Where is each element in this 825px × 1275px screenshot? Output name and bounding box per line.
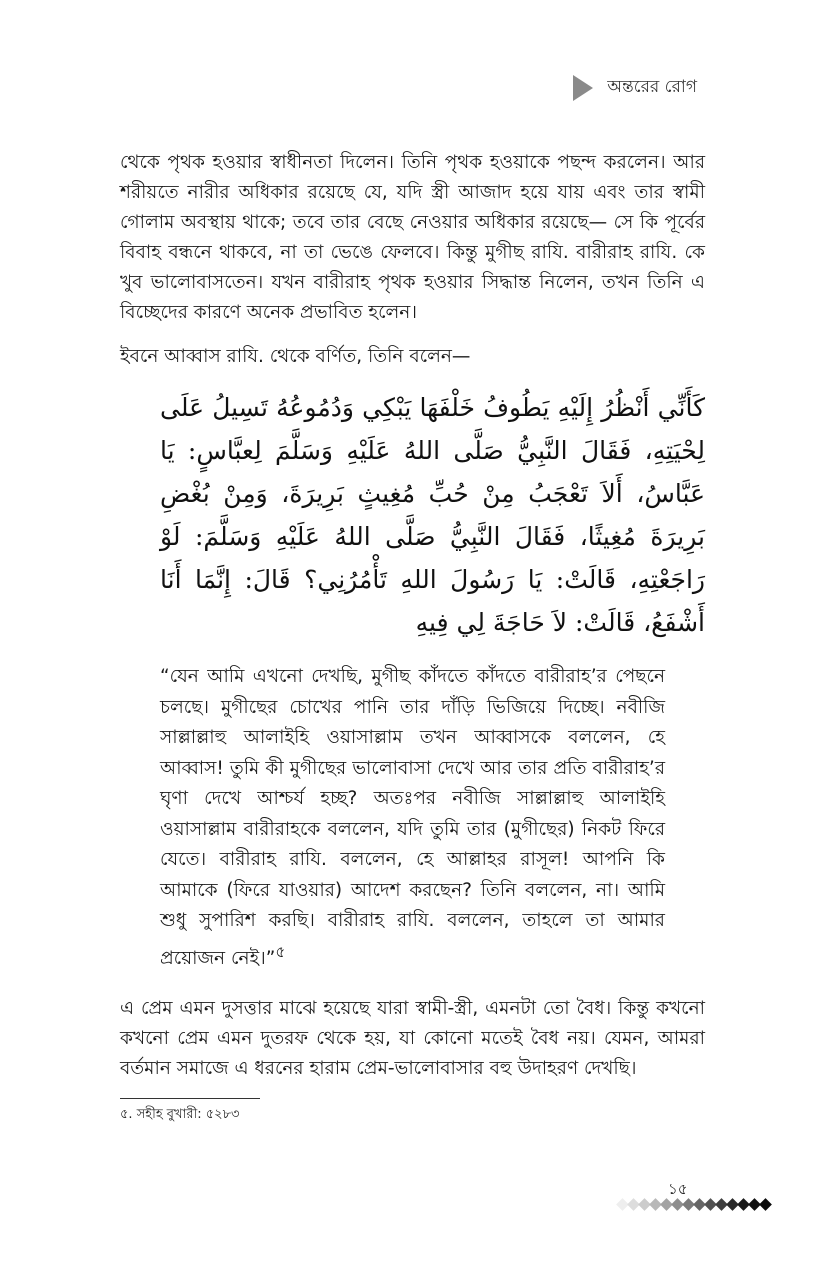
paragraph-1: থেকে পৃথক হওয়ার স্বাধীনতা দিলেন। তিনি পৃথক হওয়াকে পছন্দ করলেন। আর শরীয়তে নারীর অধিকার রয়েছে যে, যদি স্ত্রী আজাদ হয়ে যায় এবং তার স্বামী গোলাম অবস্থায় থাকে; তবে তার বেছে নেওয়ার অধিকার রয়েছে— সে কি পূর্বের বিবাহ বন্ধনে থাকবে, না তা ভেঙে ফেলবে। কিন্তু মুগীছ রাযি. বারীরাহ রাযি. কে খুব ভালোবাসতেন। যখন বারীরাহ পৃথক হওয়ার সিদ্ধান্ত নিলেন, তখন তিনি এ বিচ্ছেদের কারণে অনেক প্রভাবিত হলেন। [120,152,705,323]
translation-text: “যেন আমি এখনো দেখছি, মুগীছ কাঁদতে কাঁদতে বারীরাহ’র পেছনে চলছে। মুগীছের চোখের পানি তার দাঁড়ি ভিজিয়ে দিচ্ছে। নবীজি সাল্লাল্লাহু আলাইহি ওয়াসাল্লাম তখন আব্বাসকে বললেন, হে আব্বাস! তুমি কী মুগীছের ভালোবাসা দেখে আর তার প্রতি বারীরাহ’র ঘৃণা দেখে আশ্চর্য হচ্ছ? অতঃপর নবীজি সাল্লাল্লাহু আলাইহি ওয়াসাল্লাম বারীরাহকে বললেন, যদি তুমি তার (মুগীছের) নিকট ফিরে যেতে। বারীরাহ রাযি. বললেন, হে আল্লাহর রাসূল! আপনি কি আমাকে (ফিরে যাওয়ার) আদেশ করছেন? তিনি বললেন, না। আমি শুধু সুপারিশ করছি। বারীরাহ রাযি. বললেন, তাহলে তা আমার প্রয়োজন নেই।” [160,666,665,969]
triangle-marker-icon [573,75,593,101]
header-title: অন্তরের রোগ [607,77,697,97]
diamond-ornament-icon [759,1198,772,1211]
page-number: ১৫ [668,1180,688,1198]
hadith-translation [160,662,665,974]
footnote-divider [120,1098,260,1099]
arabic-hadith: كَأَنِّي أَنْظُرُ إِلَيْهِ يَطُوفُ خَلْفَهَا يَبْكِي وَدُمُوعُهُ تَسِيلُ عَلَى لِحْيَتِهِ، فَقَالَ النَّبِيُّ صَلَّى اللهُ عَلَيْهِ وَسَلَّمَ لِعبَّاسٍ: يَا عَبَّاسُ، أَلاَ تَعْجَبُ مِنْ حُبِّ مُغِيثٍ بَرِيرَةَ، وَمِنْ بُغْضِ بَرِيرَةَ مُغِيثًا، فَقَالَ النَّبِيُّ صَلَّى اللهُ عَلَيْهِ وَسَلَّمَ: لَوْ رَاجَعْتِهِ، قَالَتْ: يَا رَسُولَ اللهِ تَأْمُرُنِي؟ قَالَ: إِنَّمَا أَنَا أَشْفَعُ، قَالَتْ: لاَ حَاجَةَ لِي فِيهِ [160,393,705,637]
hadith-intro: ইবনে আব্বাস রাযি. থেকে বর্ণিত, তিনি বলেন— [120,346,471,367]
decorative-diamond-strip [618,1200,770,1209]
paragraph-2: এ প্রেম এমন দুসত্তার মাঝে হয়েছে যারা স্বামী-স্ত্রী, এমনটা তো বৈধ। কিন্তু কখনো কখনো প্রেম এমন দুতরফ থেকে হয়, যা কোনো মতেই বৈধ নয়। যেমন, আমরা বর্তমান সমাজে এ ধরনের হারাম প্রেম-ভালোবাসার বহু উদাহরণ দেখছি। [120,998,705,1080]
page-body [120,148,705,1126]
footnote: ৫. সহীহ বুখারী: ৫২৮৩ [120,1107,240,1123]
footnote-reference: ৫ [275,942,286,961]
running-header [573,74,697,102]
